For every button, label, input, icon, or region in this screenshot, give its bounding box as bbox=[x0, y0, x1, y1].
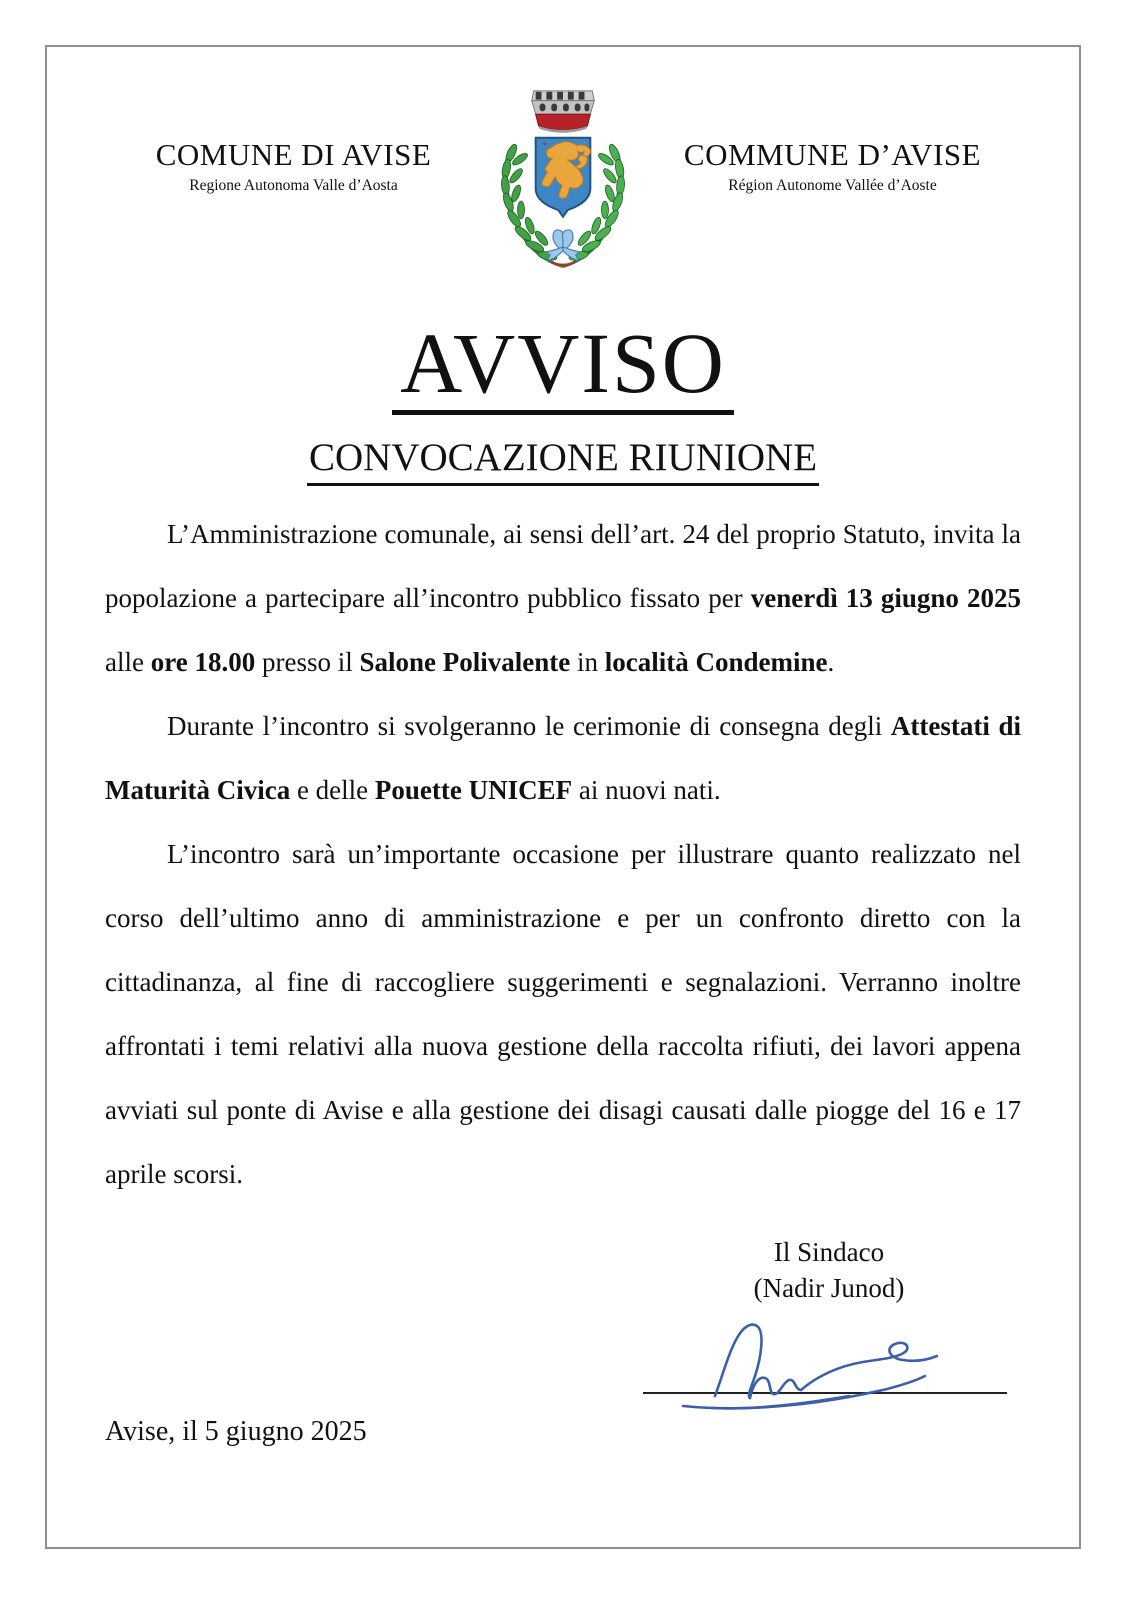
mural-crown-icon bbox=[532, 91, 594, 133]
paragraph: L’Amministrazione comunale, ai sensi dell’art. 24 del proprio Statuto, invita la popolazione a partecipare all’incontro pubblico fissato per venerdì 13 giugno 2025 alle ore 18.00 presso il Salone Polivalente in località Condemine. bbox=[105, 519, 1021, 678]
place-date-line: Avise, il 5 giugno 2025 bbox=[105, 1416, 367, 1448]
letterhead-italian bbox=[105, 85, 482, 290]
signer-role: Il Sindaco bbox=[773, 1237, 885, 1268]
region-name-it: Regione Autonoma Valle d’Aosta bbox=[189, 177, 398, 194]
signature-area bbox=[643, 1308, 1015, 1400]
coat-of-arms bbox=[482, 85, 644, 290]
body-paragraphs bbox=[105, 502, 1021, 1206]
letterhead-french bbox=[644, 85, 1021, 290]
document-page bbox=[45, 45, 1081, 1549]
commune-name-it: COMUNE DI AVISE bbox=[155, 137, 432, 172]
notice-title: AVVISO bbox=[392, 318, 734, 415]
notice-title-row bbox=[105, 315, 1021, 415]
notice-subtitle-row bbox=[105, 437, 1021, 486]
paragraph: L’incontro sarà un’importante occasione per illustrare quanto realizzato nel corso dell’ultimo anno di amministrazione e per un confronto diretto con la cittadinanza, al fine di raccogliere suggerimenti e segnalazioni. Verranno inoltre affrontati i temi relativi alla nuova gestione della raccolta rifiuti, dei lavori appena avviati sul ponte di Avise e alla gestione dei disagi causati dalle piogge del 16 e 17 aprile scorsi. bbox=[105, 839, 1021, 1190]
commune-name-fr: COMMUNE D’AVISE bbox=[683, 137, 982, 172]
notice-subtitle: CONVOCAZIONE RIUNIONE bbox=[307, 437, 819, 486]
signer-name: (Nadir Junod) bbox=[753, 1273, 905, 1304]
ribbon-icon bbox=[546, 230, 579, 261]
region-name-fr: Région Autonome Vallée d’Aoste bbox=[728, 177, 937, 194]
handwritten-signature-icon bbox=[653, 1314, 983, 1414]
paragraph: Durante l’incontro si svolgeranno le cerimonie di consegna degli Attestati di Maturità Civica e delle Pouette UNICEF ai nuovi nati. bbox=[105, 711, 1021, 806]
letterhead bbox=[105, 85, 1021, 290]
signature-block bbox=[643, 1234, 1015, 1400]
avise-crest-icon bbox=[483, 85, 643, 290]
